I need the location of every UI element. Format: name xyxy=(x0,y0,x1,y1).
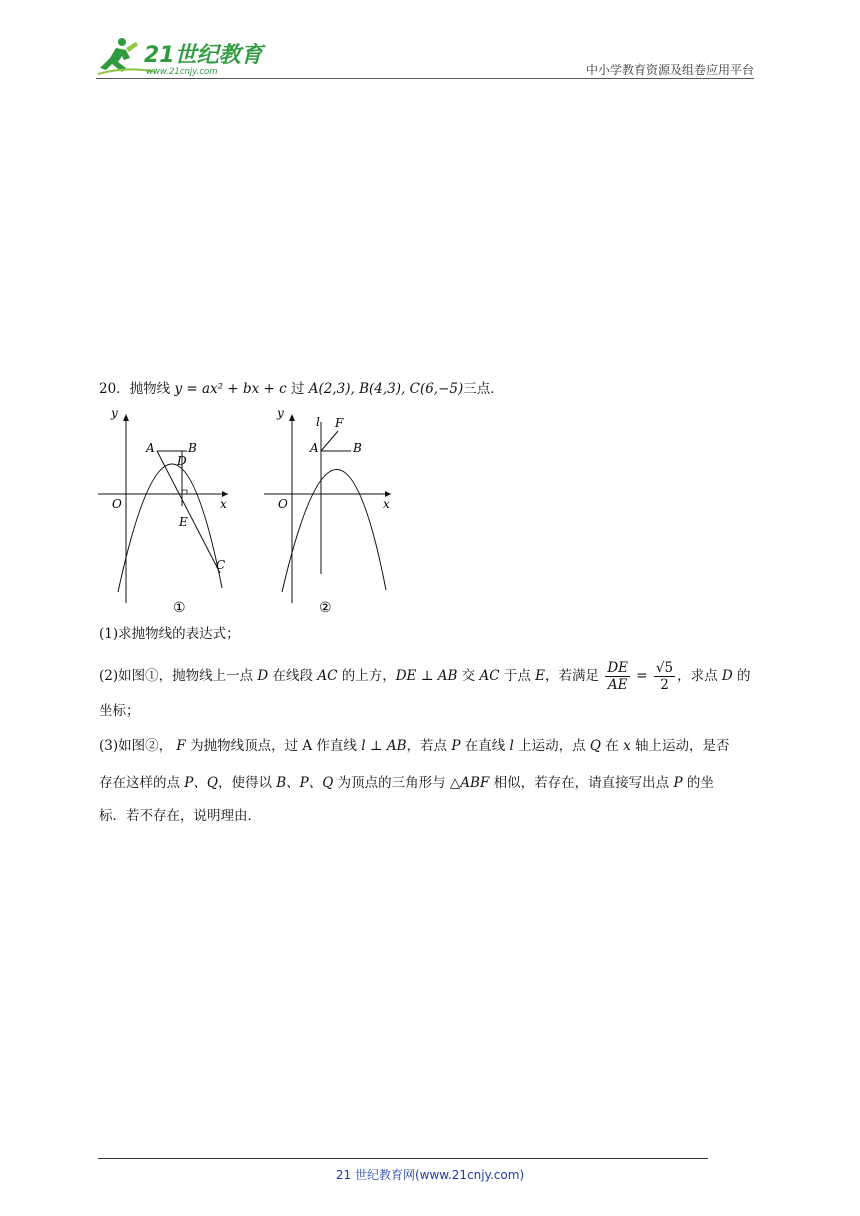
p2-segment-ac: AC xyxy=(317,668,338,684)
p2-text-b: 在线段 xyxy=(272,668,314,684)
p3-text-f: 在 xyxy=(605,738,619,754)
p2-segment-ac-2: AC xyxy=(479,668,500,684)
fig1-label-c: C xyxy=(216,558,226,572)
p3-point-q: Q xyxy=(589,738,601,754)
fig2-parabola xyxy=(282,469,386,592)
figure-2 xyxy=(264,408,391,616)
part-1: (1)求抛物线的表达式； xyxy=(99,626,240,642)
p3-perpendicular: l ⊥ AB xyxy=(361,738,407,754)
p2-point-d: D xyxy=(257,668,269,684)
p3-l2-text-c: 为顶点的三角形与 xyxy=(337,775,446,791)
p3-x-axis: x xyxy=(623,738,631,754)
fig2-label-f: F xyxy=(335,416,344,430)
p3-text-c: ，若点 xyxy=(406,738,448,754)
value-fraction xyxy=(654,660,675,693)
fig2-segment-af xyxy=(321,431,338,451)
p3-l2-text-e: 的坐 xyxy=(686,775,714,791)
fig1-segment-ac xyxy=(157,451,220,573)
p3-text-e: 上运动，点 xyxy=(518,738,586,754)
fig2-label-o: O xyxy=(278,497,288,511)
ratio-fraction xyxy=(605,660,630,693)
ratio-numerator: DE xyxy=(607,660,628,676)
p2-text-h: 的 xyxy=(737,668,751,684)
fig1-label-d: D xyxy=(177,454,187,468)
p2-text-e: 于点 xyxy=(503,668,531,684)
p3-point-f: F xyxy=(176,738,186,754)
ratio-denominator: AE xyxy=(607,677,628,693)
fig2-label-a: A xyxy=(310,441,319,455)
parabola-equation: y = ax² + bx + c xyxy=(174,381,287,397)
fig2-caption: ② xyxy=(319,600,332,616)
p2-text-c: 的上方， xyxy=(341,668,396,684)
p2-text-a: (2)如图①，抛物线上一点 xyxy=(99,668,254,684)
p3-triangle-abf: △ABF xyxy=(449,775,490,791)
fig2-y-arrow-icon xyxy=(289,414,295,421)
question-intro xyxy=(99,379,504,399)
p3-text-a: (3)如图②， xyxy=(99,738,173,754)
fig1-right-angle-mark xyxy=(182,490,187,494)
p3-line-l: l xyxy=(509,738,514,754)
logo-url: www.21cnjy.com xyxy=(146,67,218,77)
intro-suffix: 三点． xyxy=(463,381,504,397)
p3-l2-text-a: 存在这样的点 xyxy=(99,775,180,791)
logo-text: 21世纪教育 xyxy=(144,43,263,68)
fig1-y-arrow-icon xyxy=(123,414,129,421)
p2-text-g: ，求点 xyxy=(677,668,718,684)
part-3-line-3: 标．若不存在，说明理由． xyxy=(99,808,261,824)
fig1-label-a: A xyxy=(146,441,155,455)
p2-perpendicular: DE ⊥ AB xyxy=(395,668,458,684)
value-denominator: 2 xyxy=(660,677,669,693)
intro-prefix: 抛物线 xyxy=(129,381,171,397)
equals-sign: = xyxy=(636,668,648,684)
fig1-label-o: O xyxy=(112,497,122,511)
p2-text-d: 交 xyxy=(461,668,476,684)
footer-divider xyxy=(98,1158,708,1159)
site-logo xyxy=(96,36,266,80)
part-2-line-1 xyxy=(99,660,751,693)
p2-text-f: ，若满足 xyxy=(545,668,600,684)
fig1-label-e: E xyxy=(179,515,188,529)
p2-point-d-2: D xyxy=(721,668,733,684)
fig2-label-b: B xyxy=(353,441,362,455)
question-figures xyxy=(98,408,408,618)
p3-text-d: 在直线 xyxy=(464,738,506,754)
intro-mid: 过 xyxy=(290,381,305,397)
fig2-label-y: y xyxy=(277,408,284,420)
given-points: A(2,3), B(4,3), C(6,−5) xyxy=(308,381,464,397)
p3-points-bpq: B、P、Q xyxy=(276,775,334,791)
fig1-label-b: B xyxy=(188,441,197,455)
header-divider xyxy=(96,78,754,79)
part-3-line-1 xyxy=(99,736,730,756)
p3-l2-text-b: ，使得以 xyxy=(217,775,272,791)
p3-l2-text-d: 相似，若存在，请直接写出点 xyxy=(493,775,670,791)
fig1-parabola xyxy=(118,464,222,592)
figure-1 xyxy=(98,408,228,616)
p2-point-e: E xyxy=(535,668,546,684)
part-3-line-2 xyxy=(99,773,714,793)
p3-point-p-2: P xyxy=(673,775,683,791)
fig1-caption: ① xyxy=(173,600,186,616)
fig2-label-l: l xyxy=(316,415,320,429)
footer-text: 21 世纪教育网(www.21cnjy.com) xyxy=(335,1168,525,1182)
fig2-label-x: x xyxy=(383,497,390,511)
header-tagline: 中小学教育资源及组卷应用平台 xyxy=(585,63,754,77)
fig1-label-y: y xyxy=(111,408,118,420)
value-numerator: √5 xyxy=(655,660,674,676)
part-2-line-2: 坐标； xyxy=(99,703,140,719)
p3-text-b: 为抛物线顶点，过 A 作直线 xyxy=(190,738,357,754)
question-number: 20． xyxy=(99,381,130,397)
p3-points-pq: P、Q xyxy=(184,775,218,791)
p3-point-p: P xyxy=(451,738,461,754)
p3-text-g: 轴上运动，是否 xyxy=(635,738,730,754)
fig1-label-x: x xyxy=(220,497,227,511)
